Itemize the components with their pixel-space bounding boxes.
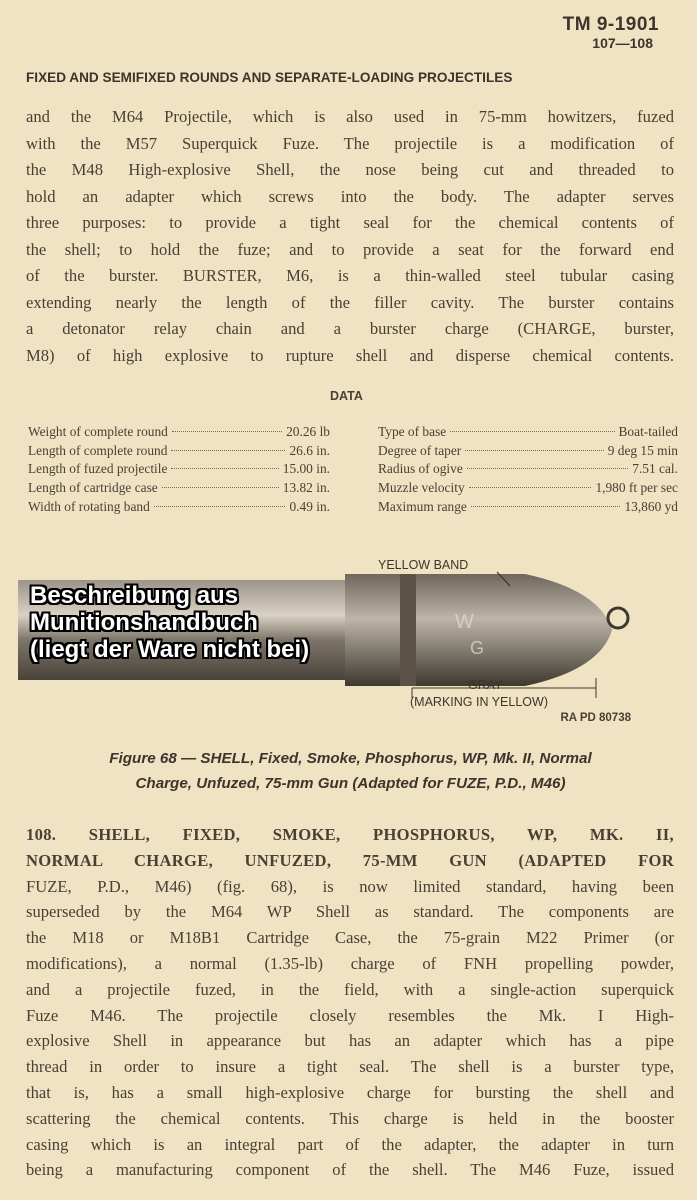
projectile-ogive xyxy=(525,574,612,686)
data-table-right xyxy=(378,423,678,517)
text-line: the M48 High-explosive Shell, the nose being cut and threaded to xyxy=(26,160,674,179)
data-row xyxy=(378,498,678,517)
data-label: Degree of taper xyxy=(378,442,462,458)
yellow-band xyxy=(400,574,416,686)
text-line: the shell; to hold the fuze; and to provide a seat for the forward end xyxy=(26,239,674,259)
section-heading: FIXED AND SEMIFIXED ROUNDS AND SEPARATE-LOADING PROJECTILES xyxy=(26,70,513,85)
gray-label: GRAY xyxy=(468,678,503,692)
text-line: FUZE, P.D., M46) (fig. 68), is now limited standard, having been xyxy=(26,876,674,896)
data-value: 7.51 cal. xyxy=(632,461,678,477)
text-line: that is, has a small high-explosive charge for bursting the shell and xyxy=(26,1082,674,1102)
data-label: Muzzle velocity xyxy=(378,480,465,496)
data-label: Type of base xyxy=(378,424,447,439)
caption-line: Figure 68 — SHELL, Fixed, Smoke, Phosphorus, WP, Mk. II, Normal xyxy=(109,750,592,767)
data-row xyxy=(28,498,330,517)
data-row xyxy=(28,460,330,479)
svg-text:G: G xyxy=(470,638,485,658)
data-value: 15.00 in. xyxy=(282,461,330,477)
data-table-left xyxy=(28,423,330,517)
data-row xyxy=(378,423,678,442)
paragraph-1 xyxy=(26,104,674,369)
data-title: DATA xyxy=(330,389,363,403)
text-line: with the M57 Superquick Fuze. The projectile is a modification of xyxy=(26,133,674,153)
text-line: explosive Shell in appearance but has an adapter which has a pipe xyxy=(26,1031,674,1051)
text-line: scattering the chemical contents. This charge is held in the booster xyxy=(26,1108,674,1128)
text-line: a detonator relay chain and a burster charge (CHARGE, burster, xyxy=(26,319,674,338)
data-value: Boat-tailed xyxy=(618,424,678,439)
text-line: modifications), a normal (1.35-lb) charge of FNH propelling powder, xyxy=(26,953,674,973)
svg-text:W: W xyxy=(455,611,474,633)
data-row xyxy=(28,442,330,461)
figure-reference: RA PD 80738 xyxy=(560,712,631,724)
paragraph-108 xyxy=(26,822,674,1183)
data-label: Width of rotating band xyxy=(28,498,150,514)
data-value: 0.49 in. xyxy=(289,498,330,514)
text-line: and the M64 Projectile, which is also used in 75-mm howitzers, fuzed xyxy=(26,107,674,126)
overlay-line: Munitionshandbuch xyxy=(30,609,258,636)
data-label: Maximum range xyxy=(378,498,467,514)
text-line: superseded by the M64 WP Shell as standard. The components are xyxy=(26,902,674,922)
text-line: hold an adapter which screws into the body. The adapter serves xyxy=(26,186,674,206)
data-row xyxy=(28,479,330,498)
text-line: extending nearly the length of the filler cavity. The burster contains xyxy=(26,292,674,312)
data-value: 9 deg 15 min xyxy=(607,442,678,458)
data-label: Length of complete round xyxy=(28,442,168,458)
text-line: three purposes: to provide a tight seal for the chemical contents of xyxy=(26,213,674,232)
data-value: 26.6 in. xyxy=(289,442,330,458)
text-line: the M18 or M18B1 Cartridge Case, the 75-grain M22 Primer (or xyxy=(26,928,674,948)
data-label: Radius of ogive xyxy=(378,461,463,477)
yellow-band-label: YELLOW BAND xyxy=(378,558,469,572)
tm-number: TM 9-1901 xyxy=(562,14,659,35)
projectile-body xyxy=(345,574,525,686)
page-range: 107—108 xyxy=(592,35,653,51)
data-row xyxy=(378,460,678,479)
data-label: Length of cartridge case xyxy=(28,480,158,496)
caption-line: Charge, Unfuzed, 75-mm Gun (Adapted for FUZE, P.D., M46) xyxy=(135,775,566,792)
marking-label: (MARKING IN YELLOW) xyxy=(410,695,548,709)
text-line: and a projectile fuzed, in the field, with a single-action superquick xyxy=(26,979,674,999)
tm-header xyxy=(563,14,659,51)
text-line: 108. SHELL, FIXED, SMOKE, PHOSPHORUS, WP, MK. II, xyxy=(26,825,674,844)
data-row xyxy=(378,479,678,498)
text-line: being a manufacturing component of the shell. The M46 Fuze, issued xyxy=(26,1160,674,1180)
data-label: Weight of complete round xyxy=(28,424,168,439)
data-value: 13,860 yd xyxy=(624,498,678,514)
overlay-notice xyxy=(30,582,309,663)
data-value: 1,980 ft per sec xyxy=(595,480,678,496)
text-line: Fuze M46. The projectile closely resembles the Mk. I High- xyxy=(26,1005,674,1025)
text-line: M8) of high explosive to rupture shell and disperse chemical contents. xyxy=(26,345,674,365)
data-row xyxy=(378,442,678,461)
lifting-ring xyxy=(608,608,628,628)
data-row xyxy=(28,423,330,442)
overlay-line: Beschreibung aus xyxy=(30,582,239,609)
data-value: 13.82 in. xyxy=(282,480,330,496)
text-line: of the burster. BURSTER, M6, is a thin-walled steel tubular casing xyxy=(26,266,674,285)
text-line: casing which is an integral part of the adapter, the adapter in turn xyxy=(26,1134,674,1154)
figure-caption xyxy=(28,746,673,796)
data-value: 20.26 lb xyxy=(286,424,330,439)
text-line: NORMAL CHARGE, UNFUZED, 75-MM GUN (ADAPTED FOR xyxy=(26,850,674,870)
text-line: thread in order to insure a tight seal. The shell is a burster type, xyxy=(26,1057,674,1077)
data-label: Length of fuzed projectile xyxy=(28,461,168,477)
overlay-line: (liegt der Ware nicht bei) xyxy=(30,636,310,663)
